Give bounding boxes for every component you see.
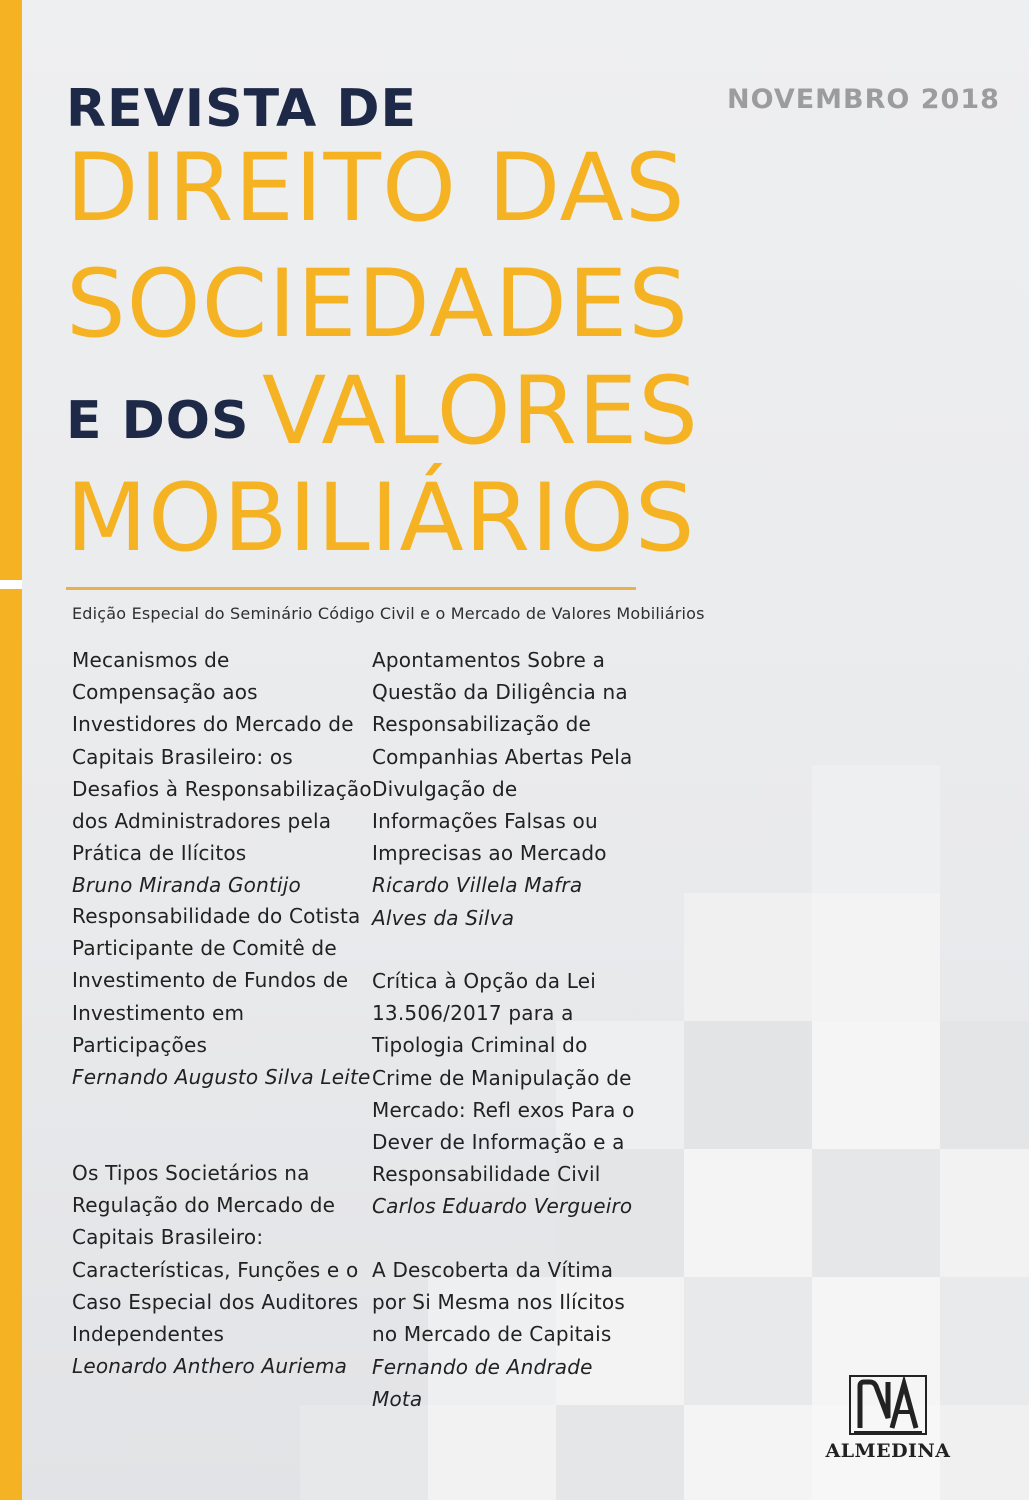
article-author: Ricardo Villela Mafra Alves da Silva (372, 873, 583, 930)
article-author: Carlos Eduardo Vergueiro (372, 1194, 633, 1219)
article-title: Crítica à Opção da Lei 13.506/2017 para a Tipologia Criminal do Crime de Manipulação de Mercado: Refl exos Para o Dever de Informação e a Responsabilidade Civil (372, 969, 635, 1187)
article-title: Mecanismos de Compensação aos Investidores do Mercado de Capitais Brasileiro: os Desafios à Responsabilização dos Administradores pela Prática de Ilícitos (72, 648, 372, 866)
article-left-1 (72, 644, 372, 902)
title-e-dos: E DOS (66, 391, 250, 451)
decor-square (812, 1149, 940, 1277)
decor-square (684, 893, 812, 1021)
publisher-logo (818, 1372, 958, 1472)
decor-square (300, 1405, 428, 1500)
article-title: Apontamentos Sobre a Questão da Diligência na Responsabilização de Companhias Abertas Pela Divulgação de Informações Falsas ou Imprecisas ao Mercado (372, 648, 633, 866)
article-title: Responsabilidade do Cotista Participante de Comitê de Investimento de Fundos de Investimento em Participações (72, 904, 361, 1057)
decor-square (684, 1405, 812, 1500)
edition-date: NOVEMBRO 2018 (727, 84, 1000, 115)
article-author: Bruno Miranda Gontijo (72, 873, 301, 898)
article-title: A Descoberta da Vítima por Si Mesma nos Ilícitos no Mercado de Capitais (372, 1258, 625, 1347)
decor-square (812, 893, 940, 1021)
decor-square (940, 1149, 1029, 1277)
title-divider (66, 587, 636, 590)
decor-square (812, 1021, 940, 1149)
decor-square (812, 765, 940, 893)
title-mobiliarios: MOBILIÁRIOS (66, 464, 696, 573)
article-title: Os Tipos Societários na Regulação do Mercado de Capitais Brasileiro: Características, Funções e o Caso Especial dos Auditores Independentes (72, 1161, 359, 1347)
article-right-1 (372, 644, 640, 934)
almedina-logo-icon (848, 1372, 928, 1438)
publisher-name: ALMEDINA (825, 1440, 951, 1462)
title-direito-das: DIREITO DAS (66, 134, 686, 243)
accent-side-bar (0, 0, 22, 1500)
title-valores: VALORES (262, 357, 699, 466)
title-sociedades: SOCIEDADES (66, 250, 689, 359)
article-author: Leonardo Anthero Auriema (72, 1354, 348, 1379)
article-right-2 (372, 965, 640, 1223)
article-left-3 (72, 1157, 372, 1382)
article-author: Fernando Augusto Silva Leite (72, 1065, 371, 1090)
decor-square (684, 1277, 812, 1405)
article-left-2 (72, 900, 372, 1093)
decor-square (940, 1021, 1029, 1149)
decor-square (556, 1405, 684, 1500)
decor-square (684, 1149, 812, 1277)
edition-subtitle: Edição Especial do Seminário Código Civil e o Mercado de Valores Mobiliários (72, 604, 705, 623)
title-revista-de: REVISTA DE (66, 79, 418, 139)
decor-square (428, 1405, 556, 1500)
article-right-3 (372, 1254, 640, 1415)
decor-square (684, 1021, 812, 1149)
article-author: Fernando de Andrade Mota (372, 1354, 593, 1411)
accent-bar-notch (0, 580, 22, 589)
